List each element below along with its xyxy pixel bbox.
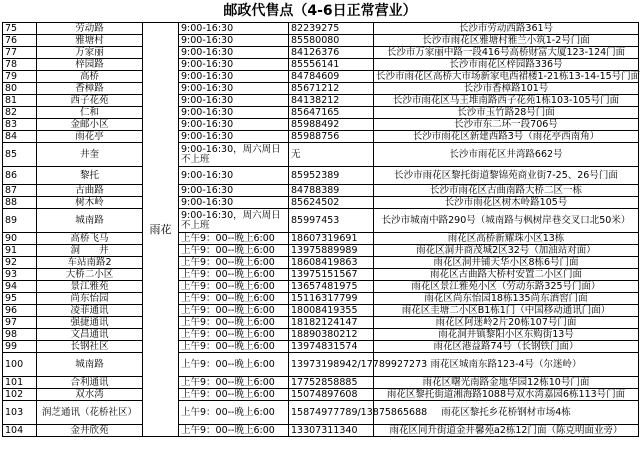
phone-cell: 85647165: [289, 107, 374, 119]
address-cell: 长沙市雨花区古曲南路大桥二区一栋: [374, 185, 639, 197]
phone-cell: 82239275: [289, 23, 374, 35]
row-number-cell: 91: [3, 245, 37, 257]
outlet-name-cell: 黎托: [37, 167, 143, 185]
outlet-name-cell: 高桥飞马: [37, 233, 143, 245]
outlet-name-cell: 景江雅苑: [37, 281, 143, 293]
outlet-name-cell: 井奎: [37, 143, 143, 167]
table-row: [3, 47, 639, 59]
table-row: [3, 377, 639, 389]
table-row: [3, 317, 639, 329]
hours-cell: 9:00-16:30: [179, 71, 289, 83]
hours-cell: 9:00-16:30: [179, 185, 289, 197]
row-number-cell: 79: [3, 71, 37, 83]
address-cell: 长沙市城南中路290号（城南路与枫树岸巷交叉口北50米）: [374, 209, 639, 233]
table-row: [3, 71, 639, 83]
hours-cell: 9:00-16:30: [179, 197, 289, 209]
table-row: [3, 143, 639, 167]
row-number-cell: 81: [3, 95, 37, 107]
table-row: [3, 197, 639, 209]
address-cell: 雨花区高桥新耀珠小区13栋: [374, 233, 639, 245]
hours-cell: 9:00-16:30: [179, 47, 289, 59]
row-number-cell: 82: [3, 107, 37, 119]
phone-cell: 84784609: [289, 71, 374, 83]
table-row: [3, 401, 639, 425]
hours-cell: 9:00-16:30，周六周日不上班: [179, 143, 289, 167]
address-cell: 雨花区曙光南路金地华园12栋10号门面: [374, 377, 639, 389]
hours-cell: 上午9：00--晚上6:00: [179, 389, 289, 401]
phone-cell: 18890380212: [289, 329, 374, 341]
hours-cell: 9:00-16:30，周六周日不上班: [179, 209, 289, 233]
row-number-cell: 100: [3, 353, 37, 377]
address-cell: 长沙市雨花区新建西路3号（雨花亭西南角）: [374, 131, 639, 143]
table-row: [3, 35, 639, 47]
outlet-name-cell: 雨花亭: [37, 131, 143, 143]
address-cell: 长沙市香樟路101号: [374, 83, 639, 95]
phone-cell: 85952389: [289, 167, 374, 185]
table-row: [3, 425, 639, 437]
row-number-cell: 95: [3, 293, 37, 305]
row-number-cell: 96: [3, 305, 37, 317]
district-cell: 雨花: [143, 23, 179, 437]
table-row: [3, 269, 639, 281]
phone-cell: 85556141: [289, 59, 374, 71]
address-cell: 雨花区港益路74号（长钢铁门面）: [374, 341, 639, 353]
table-row: [3, 209, 639, 233]
hours-cell: 上午9：00--晚上6:00: [179, 233, 289, 245]
row-number-cell: 88: [3, 197, 37, 209]
address-cell: 长沙市劳动西路361号: [374, 23, 639, 35]
table-row: [3, 185, 639, 197]
table-row: [3, 353, 639, 377]
outlet-table: [2, 22, 639, 437]
row-number-cell: 92: [3, 257, 37, 269]
row-number-cell: 75: [3, 23, 37, 35]
sheet-title: 邮政代售点（4-6日正常营业）: [223, 3, 417, 19]
outlet-name-cell: 长钢社区: [37, 341, 143, 353]
row-number-cell: 80: [3, 83, 37, 95]
hours-cell: 上午9：00--晚上6:00: [179, 317, 289, 329]
table-row: [3, 119, 639, 131]
table-row: [3, 281, 639, 293]
row-number-cell: 84: [3, 131, 37, 143]
hours-cell: 上午9：00--晚上6:00: [179, 245, 289, 257]
hours-cell: 9:00-16:30: [179, 131, 289, 143]
outlet-name-cell: 金邮小区: [37, 119, 143, 131]
address-cell: 雨花区同升街道金井馨苑a2栋12门面（陈克明面业旁）: [374, 425, 639, 437]
address-cell: 长沙市万家丽中路一段416号高桥财富大厦123-124门面: [374, 47, 639, 59]
phone-cell: 无: [289, 143, 374, 167]
address-cell: 雨花区洞井铺天华小区8栋6号门面: [374, 257, 639, 269]
phone-cell: 15074897608: [289, 389, 374, 401]
address-cell: 雨花区城南东路123-4号（尔迷岭）: [374, 353, 639, 377]
address-cell: 雨花区黎托乡花桥钢材市场4栋: [374, 401, 639, 425]
outlet-name-cell: 劳动路: [37, 23, 143, 35]
outlet-name-cell: 润芝通讯（花桥社区）: [37, 401, 143, 425]
phone-cell: 85671212: [289, 83, 374, 95]
hours-cell: 9:00-16:30: [179, 35, 289, 47]
row-number-cell: 87: [3, 185, 37, 197]
address-cell: 雨花区黎托街道湘海路1088号双水湾嘉园6栋113号门面: [374, 389, 639, 401]
phone-cell: 15874977789/13875865688: [289, 401, 374, 425]
outlet-name-cell: 凌菲通讯: [37, 305, 143, 317]
table-row: [3, 131, 639, 143]
hours-cell: 上午9：00--晚上6:00: [179, 257, 289, 269]
phone-cell: 13975889989: [289, 245, 374, 257]
outlet-name-cell: 万家丽: [37, 47, 143, 59]
hours-cell: 上午9：00--晚上6:00: [179, 305, 289, 317]
row-number-cell: 98: [3, 329, 37, 341]
phone-cell: 18008419355: [289, 305, 374, 317]
table-row: [3, 23, 639, 35]
hours-cell: 9:00-16:30: [179, 167, 289, 185]
row-number-cell: 97: [3, 317, 37, 329]
address-cell: 长沙市雨花区雅塘村雅兰小筑1-2号门面: [374, 35, 639, 47]
row-number-cell: 89: [3, 209, 37, 233]
row-number-cell: 78: [3, 59, 37, 71]
phone-cell: 85624502: [289, 197, 374, 209]
phone-cell: 15116317799: [289, 293, 374, 305]
row-number-cell: 85: [3, 143, 37, 167]
phone-cell: 85580080: [289, 35, 374, 47]
phone-cell: 18182124147: [289, 317, 374, 329]
phone-cell: 13973198942/17789927273: [289, 353, 374, 377]
hours-cell: 上午9：00--晚上6:00: [179, 425, 289, 437]
phone-cell: 17752858885: [289, 377, 374, 389]
table-row: [3, 167, 639, 185]
hours-cell: 上午9：00--晚上6:00: [179, 377, 289, 389]
phone-cell: 18607319691: [289, 233, 374, 245]
table-row: [3, 95, 639, 107]
table-row: [3, 83, 639, 95]
outlet-name-cell: 大桥二小区: [37, 269, 143, 281]
table-row: [3, 107, 639, 119]
hours-cell: 上午9：00--晚上6:00: [179, 329, 289, 341]
hours-cell: 上午9：00--晚上6:00: [179, 269, 289, 281]
address-cell: 雨花区洞井商茂城2区32号（加油站对面）: [374, 245, 639, 257]
hours-cell: 9:00-16:30: [179, 83, 289, 95]
row-number-cell: 103: [3, 401, 37, 425]
hours-cell: 9:00-16:30: [179, 59, 289, 71]
outlet-name-cell: 高桥: [37, 71, 143, 83]
outlet-name-cell: 梓园路: [37, 59, 143, 71]
outlet-name-cell: 树木岭: [37, 197, 143, 209]
phone-cell: 84138212: [289, 95, 374, 107]
table-row: [3, 257, 639, 269]
phone-cell: 13975151567: [289, 269, 374, 281]
address-cell: 长沙市雨花区高桥大市场新家电西裙楼1-21栋13-14-15号门面: [374, 71, 639, 83]
outlet-name-cell: 古曲路: [37, 185, 143, 197]
table-row: [3, 305, 639, 317]
hours-cell: 9:00-16:30: [179, 95, 289, 107]
row-number-cell: 99: [3, 341, 37, 353]
row-number-cell: 104: [3, 425, 37, 437]
address-cell: 长沙市雨花区树木岭路105号: [374, 197, 639, 209]
phone-cell: 85997453: [289, 209, 374, 233]
outlet-name-cell: 合利通讯: [37, 377, 143, 389]
address-cell: 长沙市东二环一段706号: [374, 119, 639, 131]
hours-cell: 上午9：00--晚上6:00: [179, 353, 289, 377]
phone-cell: 18608419863: [289, 257, 374, 269]
outlet-name-cell: 文昌通讯: [37, 329, 143, 341]
hours-cell: 9:00-16:30: [179, 107, 289, 119]
row-number-cell: 77: [3, 47, 37, 59]
address-cell: 长沙市雨花区黎托街道黎锦苑商业街7-25、26号门面: [374, 167, 639, 185]
phone-cell: 84126376: [289, 47, 374, 59]
table-row: [3, 59, 639, 71]
address-cell: 雨花区阿迷岭2片20栋107号门面: [374, 317, 639, 329]
outlet-name-cell: 雅塘村: [37, 35, 143, 47]
phone-cell: 84788389: [289, 185, 374, 197]
outlet-name-cell: 强捷通讯: [37, 317, 143, 329]
address-cell: 长沙市雨花区梓园路336号: [374, 59, 639, 71]
row-number-cell: 76: [3, 35, 37, 47]
outlet-name-cell: 洞 井: [37, 245, 143, 257]
row-number-cell: 93: [3, 269, 37, 281]
outlet-name-cell: 尚东怡园: [37, 293, 143, 305]
outlet-name-cell: 城南路: [37, 209, 143, 233]
address-cell: 长沙市雨花区马王堆南路西子花苑1栋103-105号门面: [374, 95, 639, 107]
phone-cell: 85988492: [289, 119, 374, 131]
outlet-name-cell: 车站南路2: [37, 257, 143, 269]
phone-cell: 13307311340: [289, 425, 374, 437]
phone-cell: 13974831574: [289, 341, 374, 353]
hours-cell: 9:00-16:30: [179, 23, 289, 35]
outlet-name-cell: 双水湾: [37, 389, 143, 401]
address-cell: 雨花区古曲路大桥村安置二小区门面: [374, 269, 639, 281]
table-row: [3, 233, 639, 245]
address-cell: 雨花区圭塘二小区B1栋1门（中国移动通讯门面）: [374, 305, 639, 317]
hours-cell: 上午9：00--晚上6:00: [179, 293, 289, 305]
phone-cell: 13657481975: [289, 281, 374, 293]
row-number-cell: 83: [3, 119, 37, 131]
hours-cell: 9:00-16:30: [179, 119, 289, 131]
row-number-cell: 90: [3, 233, 37, 245]
table-row: [3, 389, 639, 401]
hours-cell: 上午9：00--晚上6:00: [179, 281, 289, 293]
outlet-table-body: [3, 23, 639, 437]
address-cell: 长沙市雨花区井湾路662号: [374, 143, 639, 167]
table-row: [3, 341, 639, 353]
address-cell: 雨花区景江雅苑小区（劳动东路325号门面）: [374, 281, 639, 293]
hours-cell: 上午9：00--晚上6:00: [179, 401, 289, 425]
address-cell: 雨花洞井镇黎阳小区东购街13号: [374, 329, 639, 341]
address-cell: 雨花区尚东怡园18栋135尚东酒窖门面: [374, 293, 639, 305]
hours-cell: 上午9：00--晚上6:00: [179, 341, 289, 353]
phone-cell: 85988756: [289, 131, 374, 143]
row-number-cell: 94: [3, 281, 37, 293]
table-row: [3, 293, 639, 305]
row-number-cell: 101: [3, 377, 37, 389]
outlet-name-cell: 金井欣苑: [37, 425, 143, 437]
outlet-name-cell: 香樟路: [37, 83, 143, 95]
outlet-name-cell: 仁和: [37, 107, 143, 119]
table-row: [3, 245, 639, 257]
outlet-name-cell: 西子花苑: [37, 95, 143, 107]
address-cell: 长沙市玉竹路28号门面: [374, 107, 639, 119]
table-row: [3, 329, 639, 341]
row-number-cell: 102: [3, 389, 37, 401]
outlet-name-cell: 城南路: [37, 353, 143, 377]
row-number-cell: 86: [3, 167, 37, 185]
